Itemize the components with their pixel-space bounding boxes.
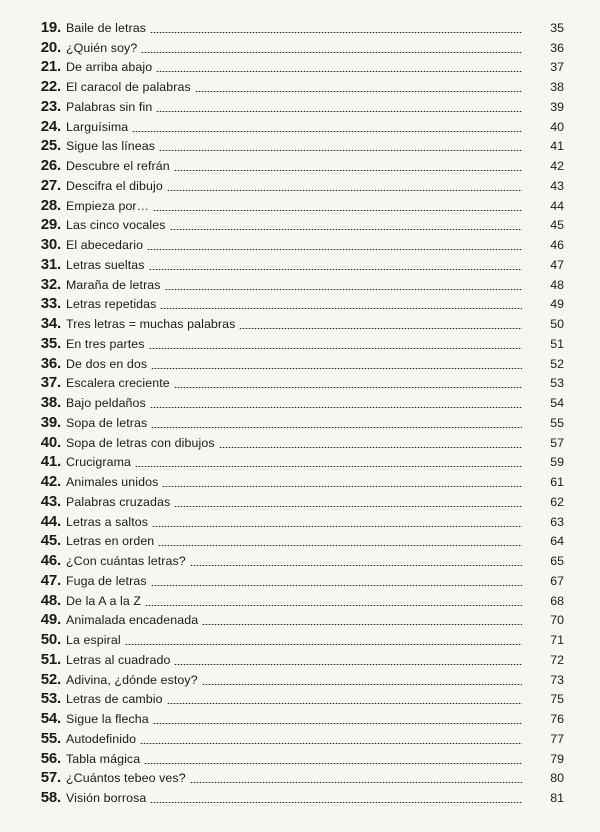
entry-title: Descubre el refrán [66,159,170,173]
toc-entry [0,176,600,196]
entry-title: Autodefinido [66,731,137,746]
dot-leader [174,664,522,665]
entry-number: 43. [40,492,61,510]
entry-title: Empieza por… [66,198,150,213]
entry-page-number: 65 [550,554,564,568]
entry-title-wrap [66,670,522,689]
entry-title-wrap [66,57,522,76]
entry-number: 32. [40,275,61,293]
toc-entry [0,117,600,137]
entry-page-number: 42 [550,159,564,173]
entry-title-wrap [66,393,522,412]
entry-page-number: 81 [550,791,564,805]
entry-title-wrap [66,38,522,57]
toc-entry [0,650,600,670]
entry-page-number: 46 [550,238,564,252]
entry-number: 52. [40,670,61,688]
entry-title: Letras sueltas [66,257,145,272]
entry-title: Sigue la flecha [66,712,149,726]
entry-title: ¿Con cuántas letras? [66,554,186,568]
entry-title: Palabras sin fin [66,99,153,114]
entry-number: 30. [40,236,61,253]
entry-title-wrap [66,650,522,669]
dot-leader [162,486,522,487]
toc-entry [0,433,600,453]
entry-page-number: 44 [550,198,564,213]
dot-leader [167,703,522,704]
entry-page-number: 43 [550,178,564,193]
entry-page-number: 37 [550,60,564,75]
entry-title-wrap [66,255,522,274]
dot-leader [153,723,522,724]
entry-title: Letras de cambio [66,692,163,707]
entry-page-number: 63 [550,514,564,529]
entry-number: 19. [40,18,61,36]
entry-title: El caracol de palabras [66,80,191,94]
dot-leader [152,526,522,527]
entry-number: 24. [40,117,61,135]
toc-entry [0,551,600,571]
dot-leader [156,71,522,72]
entry-page-number: 59 [550,455,564,470]
dot-leader [153,210,522,211]
entry-title-wrap [66,117,522,136]
entry-title: Sopa de letras con dibujos [66,435,215,450]
dot-leader [202,624,522,625]
entry-title: Letras a saltos [66,514,149,529]
entry-title: De arriba abajo [66,60,153,75]
entry-number: 23. [40,97,61,115]
toc-list [0,18,600,808]
entry-title: El abecedario [66,238,144,252]
entry-title: Escalera creciente [66,376,170,391]
entry-title-wrap [66,275,522,294]
dot-leader [174,506,522,507]
toc-entry [0,690,600,710]
toc-entry [0,571,600,591]
entry-number: 40. [40,433,61,451]
entry-page-number: 53 [550,376,564,391]
entry-page-number: 61 [550,475,564,489]
dot-leader [151,427,522,428]
dot-leader [144,763,522,764]
toc-entry [0,196,600,216]
toc-entry [0,630,600,650]
entry-page-number: 51 [550,336,564,351]
dot-leader [150,32,522,33]
toc-entry [0,492,600,512]
dot-leader [156,111,522,112]
dot-leader [147,249,522,250]
entry-page-number: 73 [550,672,564,687]
dot-leader [174,387,522,388]
dot-leader [151,585,522,586]
entry-title-wrap [66,512,522,531]
entry-page-number: 75 [550,692,564,707]
entry-page-number: 52 [550,356,564,371]
dot-leader [170,229,523,230]
dot-leader [195,91,522,92]
toc-entry [0,235,600,255]
toc-entry [0,275,600,295]
entry-title: Sigue las líneas [66,139,156,154]
dot-leader [158,545,522,546]
entry-title-wrap [66,591,522,610]
entry-title: Tabla mágica [66,751,141,766]
entry-number: 49. [40,611,61,629]
entry-title: Letras al cuadrado [66,652,171,667]
entry-page-number: 76 [550,712,564,726]
entry-page-number: 41 [550,139,564,154]
dot-leader [150,802,522,803]
toc-entry [0,472,600,492]
entry-page-number: 35 [550,20,564,35]
entry-title-wrap [66,472,522,491]
entry-title-wrap [66,610,522,629]
dot-leader [219,447,522,448]
entry-title: Animales unidos [66,475,159,489]
entry-page-number: 38 [550,80,564,94]
dot-leader [202,684,522,685]
toc-entry [0,137,600,157]
entry-title: Tres letras = muchas palabras [66,317,236,331]
entry-title: ¿Cuántos tebeo ves? [66,771,186,786]
entry-title: Crucigrama [66,455,132,470]
toc-entry [0,295,600,315]
entry-title-wrap [66,768,522,787]
entry-title-wrap [66,373,522,392]
entry-title-wrap [66,788,522,807]
entry-number: 58. [40,789,61,806]
entry-title: La espiral [66,633,121,647]
entry-title-wrap [66,196,522,215]
entry-title: Las cinco vocales [66,218,166,233]
dot-leader [145,605,522,606]
entry-title: En tres partes [66,336,145,351]
entry-page-number: 45 [550,218,564,233]
entry-title-wrap [66,136,522,155]
entry-title: Letras en orden [66,534,155,549]
entry-title-wrap [66,433,522,452]
dot-leader [174,170,522,171]
dot-leader [149,348,522,349]
entry-page-number: 48 [550,277,564,292]
entry-number: 38. [40,394,61,411]
toc-entry [0,769,600,789]
dot-leader [135,466,522,467]
dot-leader [132,131,522,132]
entry-title-wrap [66,354,522,373]
toc-entry [0,532,600,552]
toc-entry [0,18,600,38]
toc-entry [0,38,600,58]
entry-page-number: 71 [550,633,564,647]
entry-title: ¿Quién soy? [66,40,138,55]
dot-leader [140,743,522,744]
entry-page-number: 67 [550,573,564,588]
entry-title: De la A a la Z [66,593,142,608]
entry-title-wrap [66,551,522,570]
dot-leader [160,308,522,309]
entry-page-number: 54 [550,396,564,410]
entry-title: De dos en dos [66,356,148,371]
dot-leader [190,782,522,783]
dot-leader [151,368,522,369]
entry-page-number: 55 [550,415,564,430]
toc-entry [0,334,600,354]
entry-title-wrap [66,18,522,37]
toc-entry [0,413,600,433]
entry-number: 22. [40,78,61,95]
entry-number: 56. [40,749,61,767]
entry-title: Fuga de letras [66,573,147,588]
entry-number: 21. [40,58,61,76]
entry-title-wrap [66,413,522,432]
entry-title-wrap [66,452,522,471]
toc-entry [0,374,600,394]
entry-title: Larguísima [66,119,129,134]
toc-entry [0,77,600,97]
entry-page-number: 57 [550,435,564,450]
entry-title-wrap [66,294,522,313]
entry-number: 55. [40,729,61,747]
entry-title-wrap [66,571,522,590]
entry-number: 35. [40,334,61,352]
toc-entry [0,591,600,611]
dot-leader [167,190,522,191]
entry-title-wrap [66,630,522,649]
entry-number: 20. [40,38,61,56]
toc-entry [0,216,600,236]
entry-number: 36. [40,354,61,372]
entry-title-wrap [66,492,522,511]
entry-title-wrap [66,749,522,768]
entry-number: 46. [40,552,61,569]
entry-page-number: 79 [550,751,564,766]
entry-number: 25. [40,137,61,155]
entry-title-wrap [66,215,522,234]
toc-entry [0,156,600,176]
entry-page-number: 50 [550,317,564,331]
toc-entry [0,393,600,413]
dot-leader [125,644,522,645]
entry-title-wrap [66,314,522,333]
dot-leader [239,328,522,329]
entry-title-wrap [66,709,522,728]
dot-leader [165,289,522,290]
toc-entry [0,354,600,374]
entry-title-wrap [66,689,522,708]
entry-page-number: 49 [550,297,564,312]
entry-title-wrap [66,97,522,116]
entry-page-number: 47 [550,257,564,272]
entry-page-number: 80 [550,771,564,786]
entry-title: Palabras cruzadas [66,494,171,509]
entry-page-number: 36 [550,40,564,55]
entry-title-wrap [66,334,522,353]
entry-title-wrap [66,235,522,254]
toc-entry [0,611,600,631]
entry-page-number: 62 [550,494,564,509]
toc-entry [0,788,600,808]
entry-title: Bajo peldaños [66,396,146,410]
entry-title-wrap [66,77,522,96]
entry-title: Letras repetidas [66,297,157,312]
toc-entry [0,729,600,749]
entry-number: 53. [40,690,61,708]
entry-page-number: 40 [550,119,564,134]
toc-entry [0,453,600,473]
entry-number: 39. [40,413,61,431]
toc-entry [0,512,600,532]
entry-number: 31. [40,255,61,273]
entry-title: Animalada encadenada [66,613,199,628]
entry-number: 37. [40,374,61,392]
entry-number: 45. [40,532,61,550]
entry-number: 42. [40,473,61,490]
entry-title: Visión borrosa [66,791,147,805]
dot-leader [190,565,522,566]
dot-leader [150,407,522,408]
entry-title: Sopa de letras [66,415,148,430]
dot-leader [141,52,522,53]
toc-entry [0,58,600,78]
entry-number: 51. [40,650,61,668]
entry-page-number: 72 [550,652,564,667]
toc-entry [0,670,600,690]
entry-title: Adivina, ¿dónde estoy? [66,672,198,687]
entry-number: 28. [40,196,61,214]
entry-number: 26. [40,157,61,174]
entry-number: 33. [40,295,61,313]
entry-title-wrap [66,531,522,550]
entry-number: 27. [40,176,61,194]
entry-number: 34. [40,315,61,332]
entry-title-wrap [66,729,522,748]
entry-number: 50. [40,631,61,648]
entry-number: 47. [40,571,61,589]
dot-leader [159,150,522,151]
toc-entry [0,97,600,117]
entry-number: 44. [40,512,61,530]
entry-number: 29. [40,216,61,234]
entry-title: Baile de letras [66,20,147,35]
toc-entry [0,709,600,729]
entry-page-number: 70 [550,613,564,628]
entry-page-number: 77 [550,731,564,746]
entry-number: 41. [40,453,61,471]
entry-page-number: 64 [550,534,564,549]
toc-entry [0,255,600,275]
entry-title-wrap [66,156,522,175]
toc-entry [0,314,600,334]
entry-title-wrap [66,176,522,195]
entry-number: 57. [40,769,61,787]
entry-page-number: 68 [550,593,564,608]
dot-leader [149,269,522,270]
entry-title: Maraña de letras [66,277,161,292]
toc-entry [0,749,600,769]
entry-title: Descifra el dibujo [66,178,163,193]
entry-number: 48. [40,591,61,609]
entry-number: 54. [40,710,61,727]
entry-page-number: 39 [550,99,564,114]
